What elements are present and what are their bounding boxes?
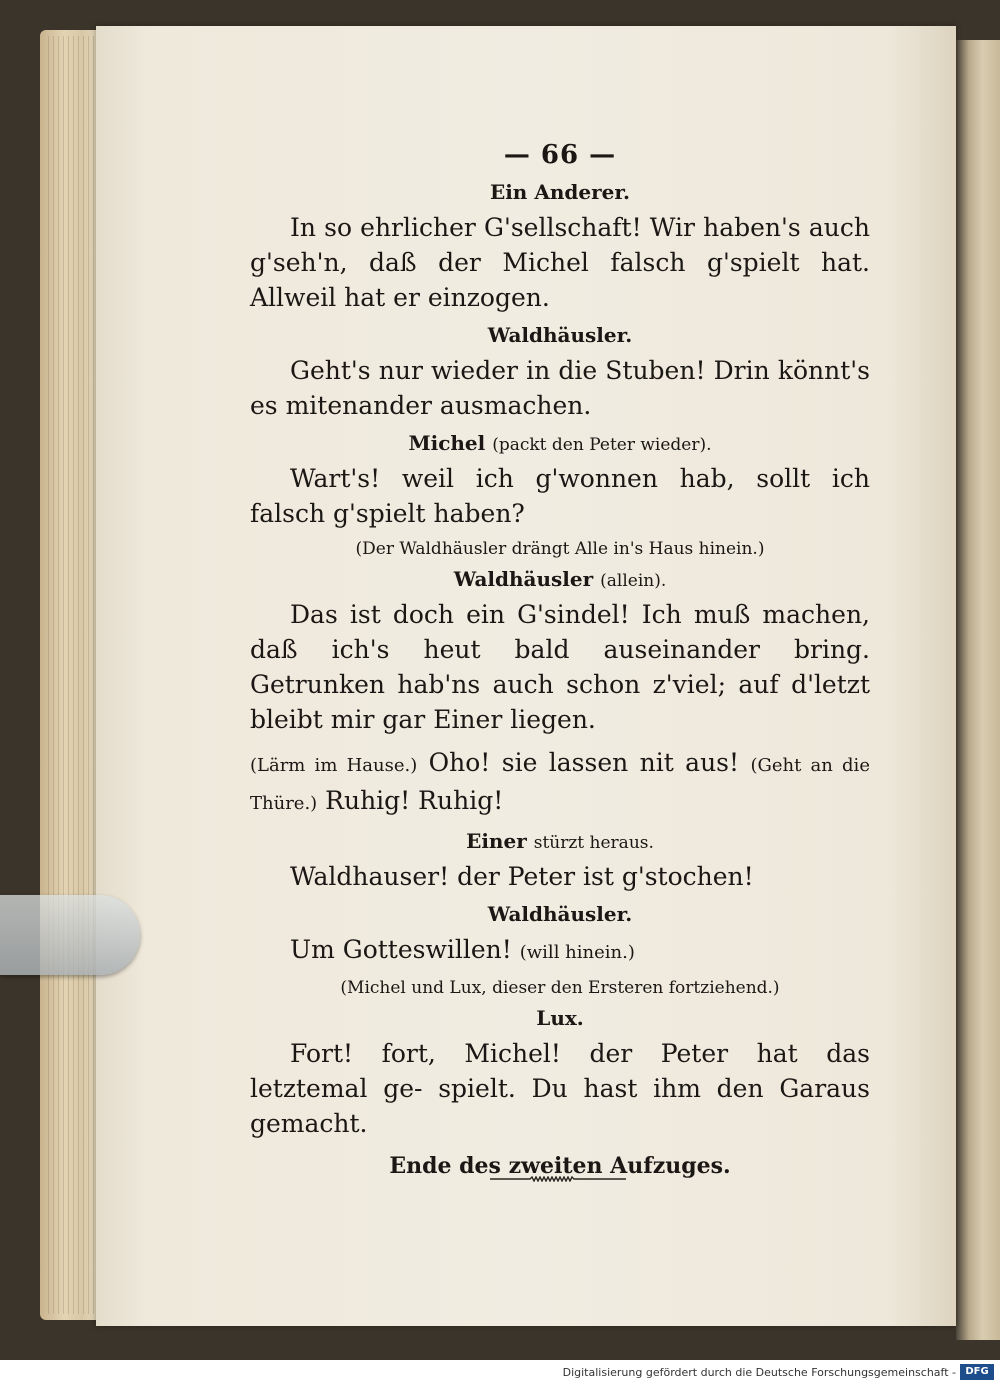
speaker-heading [250,323,870,347]
dialogue-line: Fort! fort, Michel! der Peter hat das letztemal ge- spielt. Du hast ihm den Garaus gemacht. [250,1039,870,1138]
speaker-heading [250,829,870,853]
page-number: — 66 — [503,140,617,170]
dialogue-line: Geht's nur wieder in die Stuben! Drin könnt's es mitenander ausmachen. [250,356,870,420]
inline-stage-direction: (will hinein.) [519,942,635,963]
dfg-logo: DFG [960,1364,994,1380]
stage-direction: (Michel und Lux, dieser den Ersteren fortziehend.) [340,978,780,998]
speaker-name: Lux. [536,1006,584,1030]
speaker-name: Waldhäusler. [487,323,633,347]
act-end-heading: Ende des zweiten Aufzuges. [389,1153,731,1179]
ornamental-rule [490,1176,626,1182]
speaker-direction: (packt den Peter wieder). [492,435,712,455]
dialogue-line: Waldhauser! der Peter ist g'stochen! [290,862,754,891]
dialogue-text: Um Gotteswillen! [290,935,512,964]
speaker-direction: (allein). [600,571,667,591]
dialogue-line: Das ist doch ein G'sindel! Ich muß machen, daß ich's heut bald auseinander bring. Getrunken hab'ns auch schon z'viel; auf d'letzt bleibt mir gar Einer liegen. [250,600,870,734]
dialogue-line-mixed [250,932,870,970]
speaker-heading [250,431,870,455]
speaker-name: Einer [466,829,527,853]
footer-credit: Digitalisierung gefördert durch die Deutsche Forschungsgemeinschaft - [562,1366,956,1379]
dialogue-text: Oho! sie lassen nit aus! [428,748,740,777]
page-content [250,140,870,1193]
facing-page-edge [956,40,1000,1340]
speaker-name: Waldhäusler. [487,902,633,926]
inline-stage-direction: (Geht an die Thüre.) [250,755,870,814]
speaker-direction: stürzt heraus. [533,833,654,853]
dialogue-line-mixed [250,745,870,821]
speaker-heading [250,1006,870,1030]
speaker-name: Waldhäusler [453,567,594,591]
speaker-name: Michel [408,431,486,455]
speaker-heading [250,567,870,591]
dialogue-line: In so ehrlicher G'sellschaft! Wir haben's auch g'seh'n, daß der Michel falsch g'spielt hat. Allweil hat er einzogen. [250,213,870,312]
dialogue-text: Ruhig! Ruhig! [325,786,504,815]
stage-direction: (Der Waldhäusler drängt Alle in's Haus hinein.) [355,539,765,559]
book-clip [0,895,140,975]
speaker-heading [250,180,870,204]
footer-bar [0,1360,1000,1385]
speaker-heading [250,902,870,926]
dialogue-line: Wart's! weil ich g'wonnen hab, sollt ich falsch g'spielt haben? [250,464,870,528]
inline-stage-direction: (Lärm im Hause.) [250,755,418,776]
speaker-name: Ein Anderer. [489,180,631,204]
